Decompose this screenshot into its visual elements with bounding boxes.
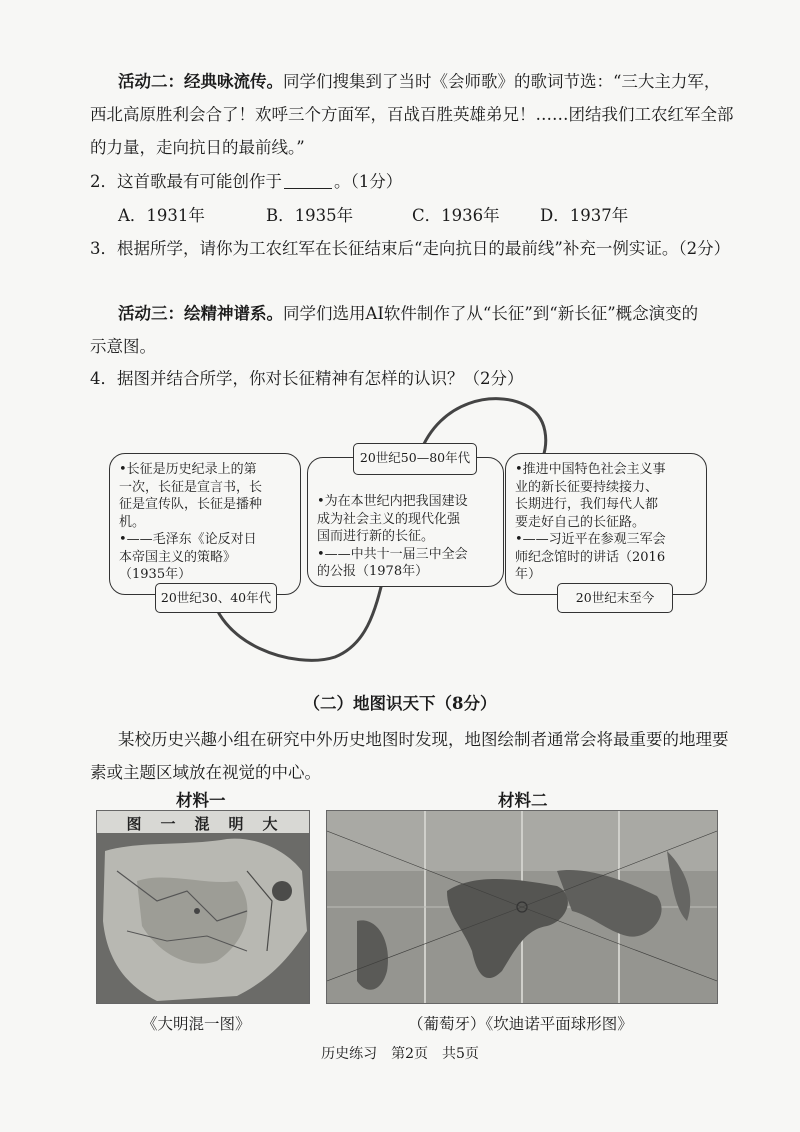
option-d[interactable]: D．1937年 (540, 206, 629, 225)
option-c[interactable]: C．1936年 (412, 206, 500, 225)
part2-intro-line2: 素或主题区域放在视觉的中心。 (90, 763, 321, 782)
activity2-line1 (90, 70, 720, 94)
option-b[interactable]: B．1935年 (266, 206, 354, 225)
material-1-label: 材料一 (176, 791, 226, 810)
quote-mao: •长征是历史纪录上的第 一次，长征是宣言书，长 征是宣传队，长征是播种 机。 •——毛泽东《论反对日 本帝国主义的策略》 （1935年） (119, 462, 263, 582)
activity3-line2: 示意图。 (90, 337, 156, 356)
era-late-20th-to-now: 20世纪末至今 (557, 583, 673, 613)
daming-map-image (96, 810, 310, 1004)
question-3: 3．根据所学，请你为工农红军在长征结束后“走向抗日的最前线”补充一例实证。（2分） (90, 239, 731, 258)
option-a[interactable]: A．1931年 (118, 206, 205, 225)
question-2-stem: 2．这首歌最有可能创作于 (90, 172, 282, 191)
question-4: 4．据图并结合所学，你对长征精神有怎样的认识？（2分） (90, 369, 524, 388)
map-title-banner: 图 一 混 明 大 (126, 815, 280, 833)
material-2-label: 材料二 (498, 791, 548, 810)
quote-third-plenum: •为在本世纪内把我国建设 成为社会主义的现代化强 国而进行新的长征。 •——中共十一届三中全会 的公报（1978年） (317, 494, 468, 579)
activity2-line2: 西北高原胜利会合了！欢呼三个方面军，百战百胜英雄弟兄！……团结我们工农红军全部 (90, 105, 734, 124)
cantino-map-image (326, 810, 718, 1004)
era-1950s-80s: 20世纪50—80年代 (353, 443, 477, 475)
activity3-line1 (90, 302, 720, 326)
part2-title: （二）地图识天下（8分） (303, 694, 497, 713)
concept-evolution-diagram (95, 395, 715, 665)
daming-map-graphic (97, 811, 309, 1003)
cantino-map-graphic (327, 811, 717, 1003)
quote-xi: •推进中国特色社会主义事 业的新长征要持续接力、 长期进行，我们每代人都 要走好自己的长征路。 •——习近平在参观三军会 师纪念馆时的讲话（2016 年） (515, 462, 666, 582)
question-2 (90, 170, 720, 194)
activity3-title: 活动三：绘精神谱系。 (118, 304, 283, 323)
caption-material-2: （葡萄牙）《坎迪诺平面球形图》 (408, 1015, 633, 1033)
activity3-text: 同学们选用AI软件制作了从“长征”到“新长征”概念演变的 (283, 304, 699, 323)
activity2-line3: 的力量，走向抗日的最前线。” (90, 138, 305, 157)
era-1930s-40s: 20世纪30、40年代 (155, 583, 277, 613)
caption-material-1: 《大明混一图》 (142, 1015, 251, 1033)
page-footer: 历史练习 第2页 共5页 (321, 1046, 479, 1062)
question-2-score: 。（1分） (334, 172, 403, 191)
activity2-text: 同学们搜集到了当时《会师歌》的歌词节选：“三大主力军， (283, 72, 721, 91)
part2-intro-line1: 某校历史兴趣小组在研究中外历史地图时发现，地图绘制者通常会将最重要的地理要 (118, 730, 729, 749)
activity2-title: 活动二：经典咏流传。 (118, 72, 283, 91)
answer-blank[interactable] (284, 172, 332, 189)
